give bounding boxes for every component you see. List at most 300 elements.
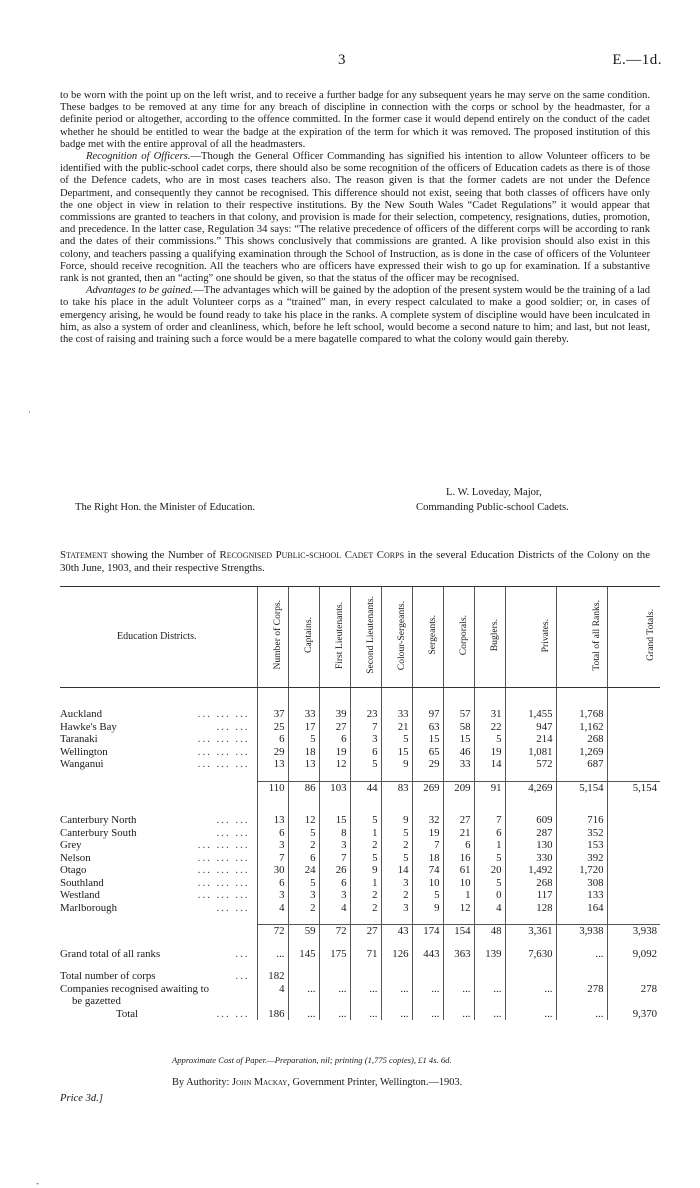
leader-dots: ... (235, 947, 250, 960)
table-cell: 97 (412, 708, 443, 721)
table-cell: 1,269 (556, 746, 607, 759)
district-label (60, 746, 257, 759)
table-row (60, 827, 660, 840)
statement-text-a: showing the Number of (107, 549, 220, 561)
leader-dots: ... ... (216, 1007, 250, 1020)
leader-dots: ... ... ... (197, 745, 250, 758)
table-row (60, 889, 660, 902)
table-cell: 27 (319, 721, 350, 734)
table-cell: 4 (319, 902, 350, 915)
district-label (60, 781, 257, 794)
table-cell: 3 (288, 889, 319, 902)
table-cell: 4 (257, 902, 288, 915)
district-label (60, 925, 257, 938)
table-cell: 15 (319, 814, 350, 827)
district-name: Grand total of all ranks (60, 947, 161, 960)
table-cell: 103 (319, 781, 350, 794)
column-header (443, 587, 474, 688)
spacer-row (60, 804, 660, 814)
district-name: Auckland (60, 708, 102, 720)
table-cell (607, 839, 660, 852)
table-cell: 5 (288, 827, 319, 840)
leader-dots: ... ... (216, 826, 250, 839)
table-cell: 3 (319, 889, 350, 902)
table-cell: 7 (474, 814, 505, 827)
table-cell (607, 852, 660, 865)
table-row (60, 758, 660, 771)
district-name: Canterbury South (60, 826, 137, 839)
table-cell: 9 (381, 814, 412, 827)
table-cell: 1,492 (505, 864, 556, 877)
table-cell: 63 (412, 721, 443, 734)
table-cell: 5 (412, 889, 443, 902)
table-cell: 4,269 (505, 781, 556, 794)
margin-dash: - (36, 1178, 39, 1188)
district-name: Nelson (60, 851, 91, 864)
table-cell (607, 708, 660, 721)
table-cell: 30 (257, 864, 288, 877)
district-label (60, 1008, 257, 1021)
leader-dots: ... ... ... (197, 733, 250, 745)
table-cell: 7 (412, 839, 443, 852)
total-label: Total (116, 1007, 139, 1020)
district-label (60, 983, 257, 996)
district-label (60, 864, 257, 877)
table-cell: 2 (350, 839, 381, 852)
margin-dot: · (28, 407, 31, 417)
district-label (60, 814, 257, 827)
district-label (60, 948, 257, 961)
table-cell: 29 (257, 746, 288, 759)
table-cell: 13 (257, 814, 288, 827)
leader-dots: ... ... ... (197, 708, 250, 720)
table-cell (607, 733, 660, 746)
column-header-label: Total of all Ranks. (591, 599, 602, 671)
table-cell: 14 (381, 864, 412, 877)
table-cell: 308 (556, 877, 607, 890)
table-cell (607, 721, 660, 734)
table-cell: 5 (350, 814, 381, 827)
table-cell: 269 (412, 781, 443, 794)
table-cell: 1,162 (556, 721, 607, 734)
table-cell: 117 (505, 889, 556, 902)
leader-dots: ... ... ... (197, 839, 250, 851)
table-cell: ... (474, 1008, 505, 1021)
table-cell: 3,361 (505, 925, 556, 938)
table-cell: 278 (556, 983, 607, 996)
table-cell (556, 970, 607, 983)
table-cell: 1 (350, 827, 381, 840)
district-column-header: Education Districts. (60, 587, 257, 688)
table-cell: 2 (381, 839, 412, 852)
table-row (60, 902, 660, 915)
column-header-label: Sergeants. (427, 615, 438, 656)
table-cell: 39 (319, 708, 350, 721)
table-cell: 2 (288, 902, 319, 915)
district-name: Canterbury North (60, 814, 137, 826)
district-name: Southland (60, 876, 104, 889)
table-cell: ... (505, 1008, 556, 1021)
table-cell: 19 (319, 746, 350, 759)
paragraph-badges: to be worn with the point up on the left wrist, and to receive a further badge for any subsequent years he may serve on the same condition. These badges to be removed at any time for any breach of discipline in connection with the corps or school by the headmaster, for a definite period or altogether, according to the offence committed. In the former case it would depend entirely on the conduct of the cadet whether he should be entitled to wear the badge at the expiration of the term for which it was removed. The proposed institution of this badge met with the entire approval of all the headmasters. (60, 90, 650, 150)
column-header (350, 587, 381, 688)
table-cell: 33 (288, 708, 319, 721)
table-cell: 19 (474, 746, 505, 759)
column-header (556, 587, 607, 688)
spacer-row (60, 960, 660, 970)
table-cell: 5 (288, 733, 319, 746)
table-cell: 15 (443, 733, 474, 746)
table-cell: 3,938 (556, 925, 607, 938)
table-cell: 1 (350, 877, 381, 890)
table-cell: 13 (257, 758, 288, 771)
heading-recognition: Recognition of Officers. (86, 151, 191, 163)
text-recognition: —Though the General Officer Commanding has signified his intention to allow Volunteer officers to be identified with the public-school cadet corps, there should also be some recognition of the officers of Education cadets as there is of those of the Defence cadets, who are in most cases teachers also. The reason given is that the former cadets are not under the Defence Department, and consequently they cannot be recognised. This difference should not exist, seeing that both classes of officers have only the one object in view in relation to their respective institutions. By the New South Wales “Cadet Regulations” it would appear that commissions are granted to teachers in that colony, and provision is made for their selection, competency, resignations, duties, promotion, and precedence. In the latter case, Regulation 34 says: “The relative precedence of officers of the different corps will be according to rank and the dates of their commissions.” This shows conclusively that commissions are granted. A like provision should also exist in this colony, and teachers passing a qualifying examination through the School of Instruction, as is done in the case of officers of the Volunteer Force, should receive recognition. All the teachers who are officers have expressed their wish to go up for examination. If a substantive rank is not granted, then an “acting” one should be given, so that the status of the officer may be recognised. (60, 151, 650, 285)
table-cell (443, 970, 474, 983)
table-cell: 12 (288, 814, 319, 827)
table-cell: 74 (412, 864, 443, 877)
column-header-label: Buglers. (489, 619, 500, 652)
table-row (60, 1008, 660, 1021)
column-header (474, 587, 505, 688)
table-cell: 2 (350, 902, 381, 915)
table-cell: 352 (556, 827, 607, 840)
table-cell (607, 889, 660, 902)
district-label-continued: be gazetted (72, 995, 121, 1007)
table-cell: 153 (556, 839, 607, 852)
authority-line (172, 1077, 462, 1088)
paragraph-recognition (60, 151, 650, 285)
table-cell: 128 (505, 902, 556, 915)
table-row (60, 995, 660, 1008)
table-cell (319, 970, 350, 983)
table-cell: 7 (257, 852, 288, 865)
table-cell: ... (350, 1008, 381, 1021)
district-label (60, 733, 257, 746)
table-cell: 5 (288, 877, 319, 890)
table-cell: 44 (350, 781, 381, 794)
strength-table-wrapper (60, 586, 660, 1020)
table-cell: 1,081 (505, 746, 556, 759)
table-cell: 5 (350, 758, 381, 771)
table-cell: 392 (556, 852, 607, 865)
table-row (60, 708, 660, 721)
authority-lead: By Authority: (172, 1077, 233, 1088)
table-cell: 9 (350, 864, 381, 877)
table-cell: 278 (607, 983, 660, 996)
leader-dots: ... ... ... (197, 864, 250, 876)
table-cell: 126 (381, 948, 412, 961)
table-cell: 18 (412, 852, 443, 865)
district-label (60, 758, 257, 771)
table-cell (288, 970, 319, 983)
table-cell: ... (412, 983, 443, 996)
table-cell: 65 (412, 746, 443, 759)
district-name: Total number of corps (60, 970, 156, 982)
table-cell: 12 (443, 902, 474, 915)
addressee: The Right Hon. the Minister of Education. (75, 502, 256, 513)
table-cell: 15 (381, 746, 412, 759)
table-cell: ... (505, 983, 556, 996)
district-label (60, 852, 257, 865)
table-cell: ... (381, 1008, 412, 1021)
district-label (60, 708, 257, 721)
table-cell: 572 (505, 758, 556, 771)
district-name: Marlborough (60, 901, 117, 914)
district-name: Companies recognised awaiting to (60, 982, 210, 995)
table-cell: 13 (288, 758, 319, 771)
table-row (60, 877, 660, 890)
district-label (60, 877, 257, 890)
table-row (60, 925, 660, 938)
table-cell: 71 (350, 948, 381, 961)
table-cell: 1,455 (505, 708, 556, 721)
signature-name: L. W. Loveday, Major, (446, 487, 542, 498)
table-cell: 37 (257, 708, 288, 721)
spacer-row (60, 771, 660, 782)
table-cell: 209 (443, 781, 474, 794)
table-cell (381, 970, 412, 983)
authority-rest: , Government Printer, Wellington.—1903. (287, 1077, 463, 1088)
leader-dots: ... ... ... (197, 851, 250, 864)
table-cell: 6 (319, 877, 350, 890)
table-cell (505, 970, 556, 983)
district-label (60, 970, 257, 983)
strength-table (60, 586, 660, 1020)
table-cell: 4 (257, 983, 288, 996)
table-cell: 7,630 (505, 948, 556, 961)
table-row (60, 733, 660, 746)
table-cell: 5,154 (607, 781, 660, 794)
table-cell: 1 (474, 839, 505, 852)
table-cell: ... (319, 983, 350, 996)
table-cell: 8 (319, 827, 350, 840)
table-cell: ... (257, 948, 288, 961)
table-cell: ... (288, 983, 319, 996)
table-cell: 716 (556, 814, 607, 827)
table-cell: 214 (505, 733, 556, 746)
table-cell (350, 970, 381, 983)
table-cell: ... (443, 983, 474, 996)
table-cell: 947 (505, 721, 556, 734)
table-cell: 6 (443, 839, 474, 852)
table-cell: 91 (474, 781, 505, 794)
table-cell: 10 (443, 877, 474, 890)
table-cell: 139 (474, 948, 505, 961)
table-cell: ... (443, 1008, 474, 1021)
table-cell: 5,154 (556, 781, 607, 794)
table-cell: 2 (288, 839, 319, 852)
table-cell: 268 (556, 733, 607, 746)
table-cell: 25 (257, 721, 288, 734)
table-cell (412, 970, 443, 983)
table-cell: 86 (288, 781, 319, 794)
table-cell: 0 (474, 889, 505, 902)
table-cell: ... (556, 948, 607, 961)
column-header-label: Grand Totals. (644, 609, 656, 662)
table-cell: 18 (288, 746, 319, 759)
table-cell (474, 970, 505, 983)
table-row (60, 983, 660, 996)
table-cell (607, 902, 660, 915)
table-cell: 1 (443, 889, 474, 902)
table-cell: 5 (381, 852, 412, 865)
table-cell: 609 (505, 814, 556, 827)
table-cell: 174 (412, 925, 443, 938)
district-label (60, 902, 257, 915)
table-cell: 3 (257, 889, 288, 902)
table-cell: 3,938 (607, 925, 660, 938)
table-cell: 268 (505, 877, 556, 890)
table-cell: 43 (381, 925, 412, 938)
table-cell: 6 (474, 827, 505, 840)
spacer-row (60, 688, 660, 699)
table-cell: 5 (381, 827, 412, 840)
district-name: Wellington (60, 745, 108, 758)
table-cell: 83 (381, 781, 412, 794)
table-row (60, 746, 660, 759)
leader-dots: ... ... (216, 814, 250, 826)
table-cell: 27 (350, 925, 381, 938)
table-cell: 133 (556, 889, 607, 902)
table-cell: 32 (412, 814, 443, 827)
table-cell: 33 (381, 708, 412, 721)
district-name: Grey (60, 839, 82, 851)
column-header (607, 587, 660, 688)
column-header (257, 587, 288, 688)
column-header (505, 587, 556, 688)
table-cell: 9,370 (607, 1008, 660, 1021)
table-cell: 363 (443, 948, 474, 961)
statement-heading (60, 549, 650, 575)
table-cell: 6 (288, 852, 319, 865)
table-cell: 21 (381, 721, 412, 734)
table-cell: ... (474, 983, 505, 996)
table-cell: 26 (319, 864, 350, 877)
leader-dots: ... ... (216, 720, 250, 733)
cost-note: Approximate Cost of Paper.—Preparation, nil; printing (1,775 copies), £1 4s. 6d. (172, 1055, 452, 1065)
district-name: Westland (60, 889, 100, 901)
table-cell: 10 (412, 877, 443, 890)
column-header (412, 587, 443, 688)
page-number: 3 (338, 52, 346, 68)
column-header-label: Corporals. (458, 615, 469, 656)
table-cell: 3 (381, 877, 412, 890)
table-cell: 7 (350, 721, 381, 734)
table-cell: 58 (443, 721, 474, 734)
table-cell: 175 (319, 948, 350, 961)
spacer-row (60, 938, 660, 948)
report-body (60, 90, 650, 346)
column-header-label: Number of Corps. (272, 600, 283, 671)
table-cell: 72 (319, 925, 350, 938)
district-name: Taranaki (60, 733, 98, 745)
table-cell: 130 (505, 839, 556, 852)
heading-advantages: Advantages to be gained. (86, 285, 194, 297)
table-cell: 3 (350, 733, 381, 746)
table-cell: 5 (350, 852, 381, 865)
spacer-row (60, 794, 660, 804)
district-label (60, 721, 257, 734)
table-cell: 5 (474, 733, 505, 746)
table-cell: 154 (443, 925, 474, 938)
table-cell: 287 (505, 827, 556, 840)
column-header (319, 587, 350, 688)
column-header (381, 587, 412, 688)
column-header-label: Second Lieutenants. (365, 596, 376, 675)
table-cell: 59 (288, 925, 319, 938)
leader-dots: ... ... ... (197, 889, 250, 901)
table-cell: 186 (257, 1008, 288, 1021)
table-cell: 17 (288, 721, 319, 734)
column-header-label: Colour-Sergeants. (396, 600, 407, 670)
table-cell: 1,720 (556, 864, 607, 877)
table-cell: 6 (257, 877, 288, 890)
table-cell (607, 970, 660, 983)
statement-lead: Statement (60, 549, 108, 561)
table-cell: 6 (257, 827, 288, 840)
spacer-row (60, 914, 660, 925)
table-cell: ... (319, 1008, 350, 1021)
table-row (60, 814, 660, 827)
table-cell: 15 (412, 733, 443, 746)
leader-dots: ... (235, 970, 250, 982)
table-cell: 9 (412, 902, 443, 915)
table-cell: 12 (319, 758, 350, 771)
table-cell: ... (412, 1008, 443, 1021)
leader-dots: ... ... (216, 901, 250, 914)
table-cell: 6 (319, 733, 350, 746)
table-cell: 16 (443, 852, 474, 865)
table-cell: 5 (474, 877, 505, 890)
table-cell: 21 (443, 827, 474, 840)
table-cell: 4 (474, 902, 505, 915)
table-cell (607, 758, 660, 771)
table-cell: 5 (474, 852, 505, 865)
table-cell: 27 (443, 814, 474, 827)
leader-dots: ... ... ... (197, 758, 250, 770)
district-label (60, 827, 257, 840)
table-cell: 33 (443, 758, 474, 771)
table-cell: 29 (412, 758, 443, 771)
table-cell (607, 814, 660, 827)
table-cell: 24 (288, 864, 319, 877)
table-cell: 31 (474, 708, 505, 721)
table-cell: 443 (412, 948, 443, 961)
spacer-row (60, 698, 660, 708)
price: Price 3d.] (60, 1093, 103, 1104)
table-row (60, 839, 660, 852)
district-label (60, 889, 257, 902)
table-cell: 164 (556, 902, 607, 915)
table-cell: 57 (443, 708, 474, 721)
district-label (60, 839, 257, 852)
statement-caps: Recognised Public-school Cadet Corps (219, 549, 405, 561)
column-header-label: First Lieutenants. (334, 601, 345, 669)
table-cell: 19 (412, 827, 443, 840)
table-cell: 6 (350, 746, 381, 759)
table-cell: 2 (350, 889, 381, 902)
leader-dots: ... ... ... (197, 876, 250, 889)
district-name: Wanganui (60, 758, 104, 770)
column-header-label: Captains. (303, 617, 314, 654)
table-cell (607, 864, 660, 877)
signature-title: Commanding Public-school Cadets. (416, 502, 569, 513)
table-cell (607, 827, 660, 840)
table-cell: 7 (319, 852, 350, 865)
table-cell: 5 (381, 733, 412, 746)
table-cell (607, 746, 660, 759)
